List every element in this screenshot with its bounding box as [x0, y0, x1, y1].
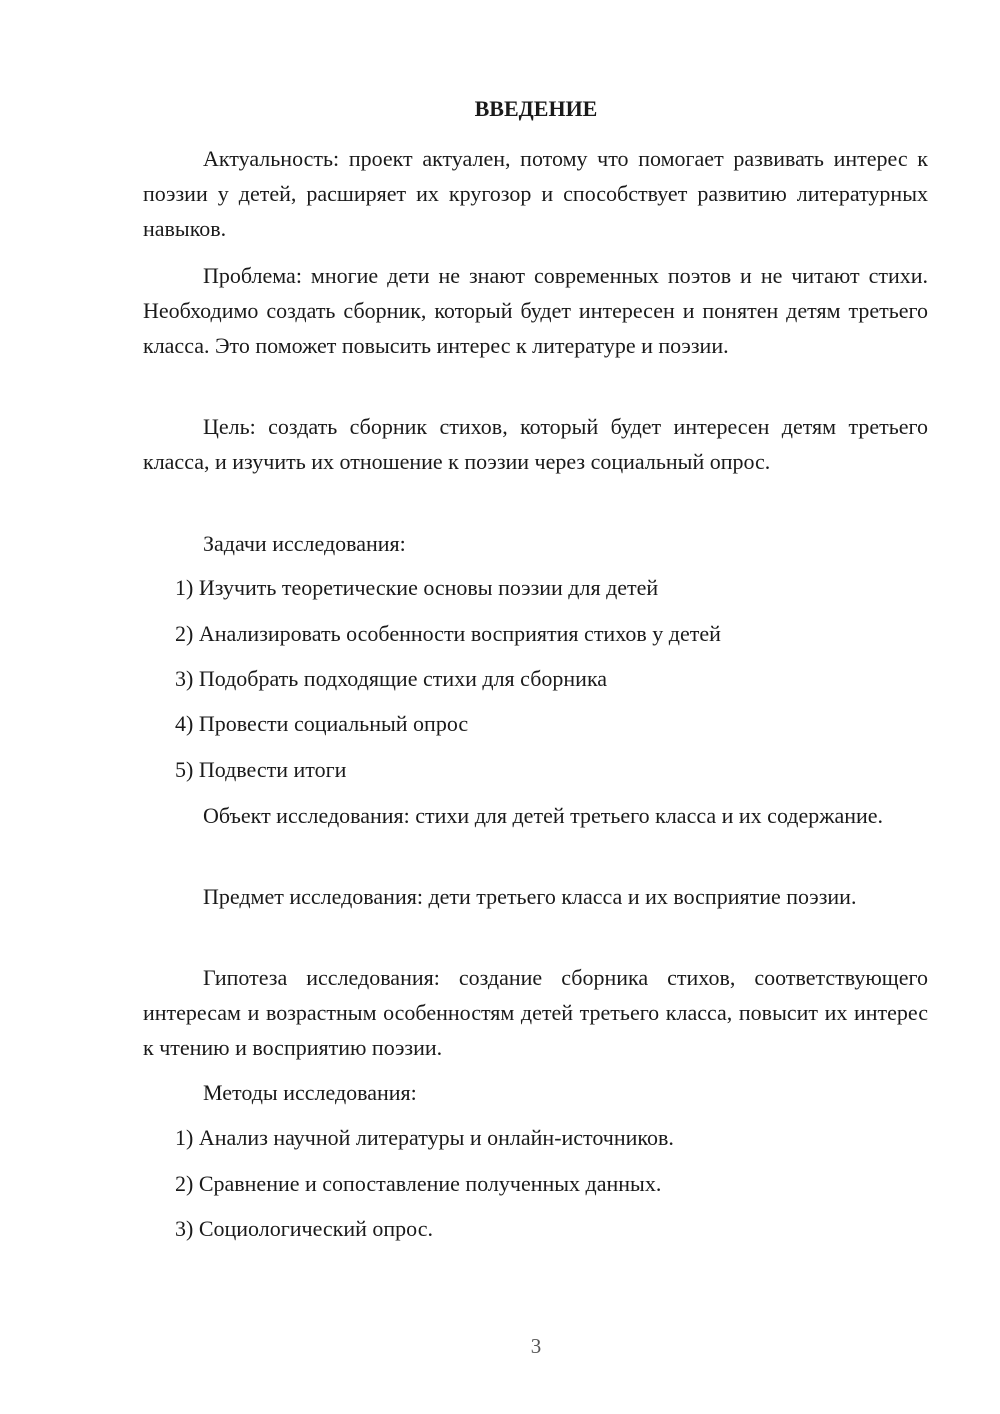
- task-item: 4) Провести социальный опрос: [175, 711, 469, 736]
- subject-paragraph: Предмет исследования: дети третьего класса и их восприятие поэзии.: [203, 884, 857, 909]
- method-item: 1) Анализ научной литературы и онлайн-источников.: [175, 1125, 674, 1150]
- method-item: 3) Социологический опрос.: [175, 1216, 433, 1241]
- page-number: 3: [530, 1334, 542, 1358]
- task-item: 3) Подобрать подходящие стихи для сборника: [175, 666, 608, 691]
- goal-paragraph: Цель: создать сборник стихов, который будет интересен детям третьего класса, и изучить их отношение к поэзии через социальный опрос.: [143, 414, 928, 474]
- problem-paragraph: Проблема: многие дети не знают современных поэтов и не читают стихи. Необходимо создать сборник, который будет интересен и понятен детям третьего класса. Это поможет повысить интерес к литературе и поэзии.: [143, 263, 928, 358]
- task-item: 2) Анализировать особенности восприятия стихов у детей: [175, 621, 721, 646]
- page-title: ВВЕДЕНИЕ: [474, 96, 598, 121]
- relevance-paragraph: Актуальность: проект актуален, потому что помогает развивать интерес к поэзии у детей, расширяет их кругозор и способствует развитию литературных навыков.: [143, 146, 928, 241]
- hypothesis-paragraph: Гипотеза исследования: создание сборника стихов, соответствующего интересам и возрастным особенностям детей третьего класса, повысит их интерес к чтению и восприятию поэзии.: [143, 965, 928, 1060]
- task-item: 5) Подвести итоги: [175, 757, 347, 782]
- method-item: 2) Сравнение и сопоставление полученных данных.: [175, 1171, 662, 1196]
- task-item: 1) Изучить теоретические основы поэзии для детей: [175, 575, 659, 600]
- object-paragraph: Объект исследования: стихи для детей третьего класса и их содержание.: [203, 803, 884, 828]
- tasks-heading: Задачи исследования:: [203, 531, 406, 556]
- methods-heading: Методы исследования:: [203, 1080, 417, 1105]
